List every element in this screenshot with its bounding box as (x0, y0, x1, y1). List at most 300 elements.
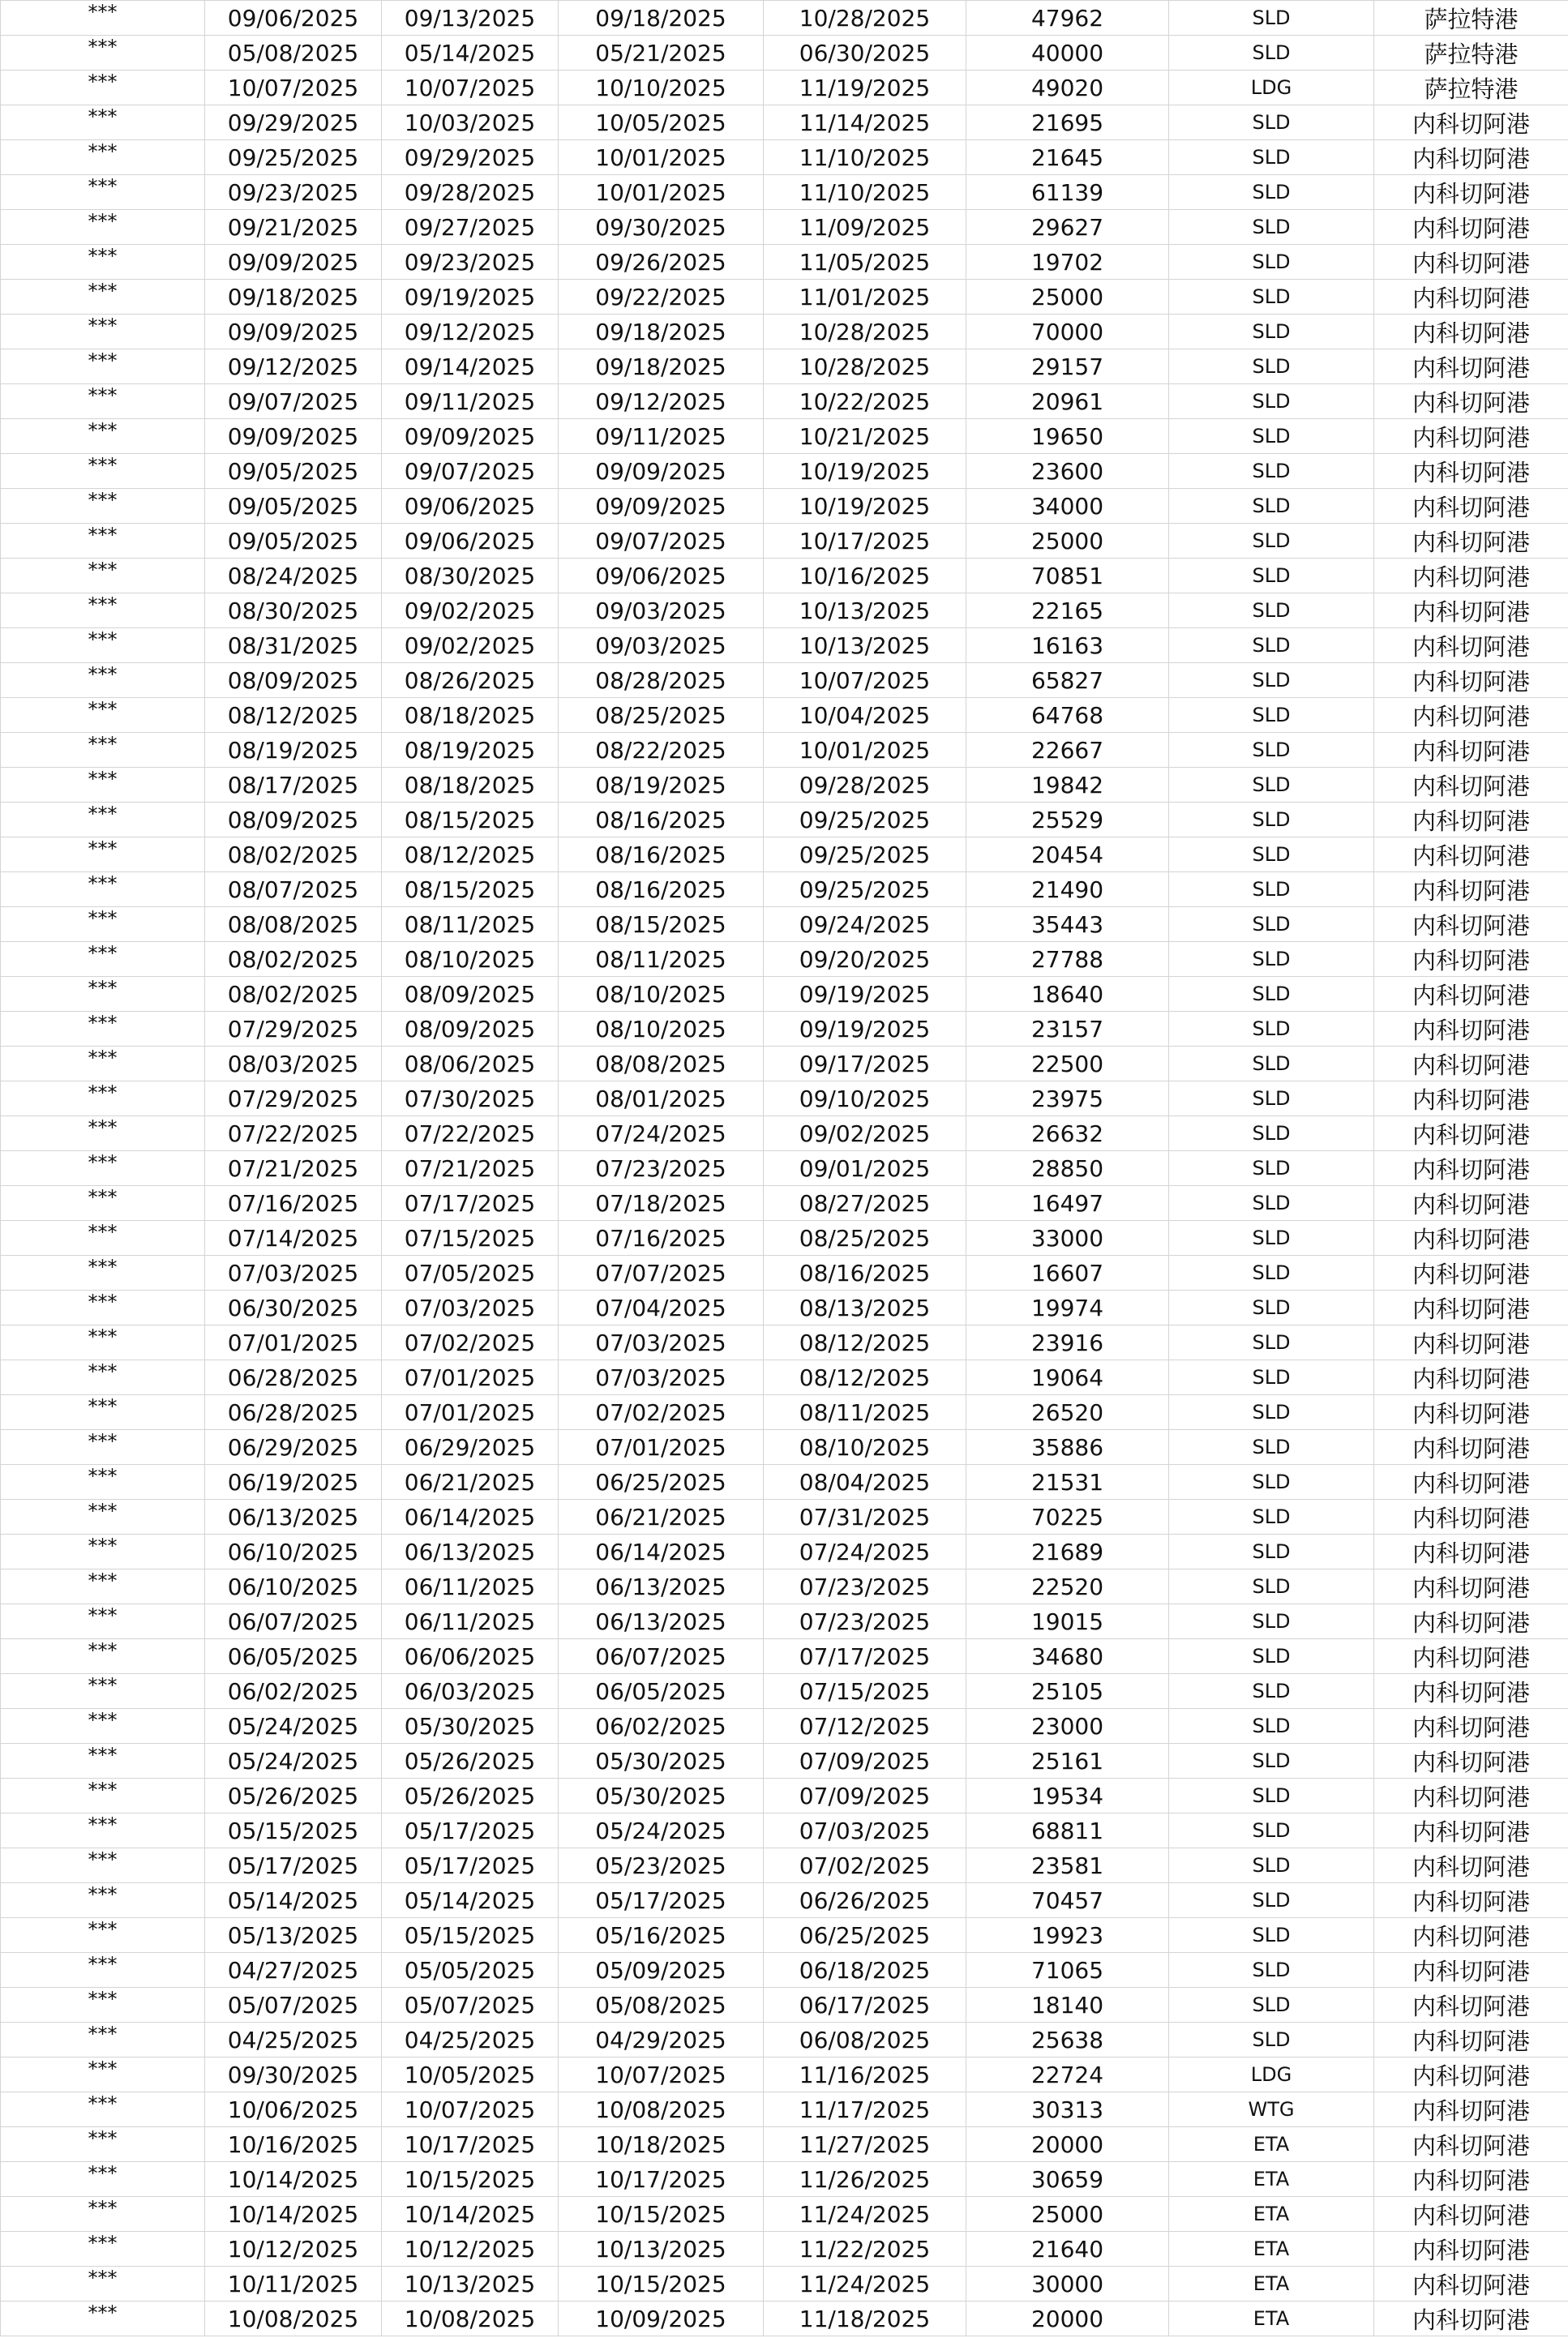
date-cell-2[interactable]: 06/06/2025 (382, 1639, 559, 1674)
status-cell[interactable]: SLD (1169, 140, 1374, 175)
date-cell-1[interactable]: 09/25/2025 (205, 140, 382, 175)
quantity-cell[interactable]: 20000 (966, 2302, 1169, 2336)
date-cell-1[interactable]: 05/14/2025 (205, 1883, 382, 1918)
port-cell[interactable]: 内科切阿港 (1374, 1848, 1568, 1883)
quantity-cell[interactable]: 34680 (966, 1639, 1169, 1674)
quantity-cell[interactable]: 25105 (966, 1674, 1169, 1709)
port-cell[interactable]: 内科切阿港 (1374, 1674, 1568, 1709)
quantity-cell[interactable]: 30313 (966, 2092, 1169, 2127)
port-cell[interactable]: 内科切阿港 (1374, 628, 1568, 663)
date-cell-2[interactable]: 05/14/2025 (382, 1883, 559, 1918)
date-cell-1[interactable]: 06/07/2025 (205, 1604, 382, 1639)
status-cell[interactable]: SLD (1169, 1848, 1374, 1883)
date-cell-4[interactable]: 11/01/2025 (764, 280, 966, 315)
date-cell-3[interactable]: 10/01/2025 (559, 175, 764, 210)
masked-name-cell[interactable]: *** (1, 2302, 205, 2336)
masked-name-cell[interactable]: *** (1, 1500, 205, 1535)
masked-name-cell[interactable]: *** (1, 280, 205, 315)
date-cell-1[interactable]: 09/12/2025 (205, 349, 382, 384)
date-cell-3[interactable]: 07/03/2025 (559, 1360, 764, 1395)
masked-name-cell[interactable]: *** (1, 2162, 205, 2197)
date-cell-4[interactable]: 11/18/2025 (764, 2302, 966, 2336)
date-cell-1[interactable]: 08/24/2025 (205, 559, 382, 593)
quantity-cell[interactable]: 25638 (966, 2023, 1169, 2058)
quantity-cell[interactable]: 22500 (966, 1047, 1169, 1081)
quantity-cell[interactable]: 47962 (966, 1, 1169, 36)
date-cell-4[interactable]: 10/22/2025 (764, 384, 966, 419)
quantity-cell[interactable]: 21689 (966, 1535, 1169, 1569)
masked-name-cell[interactable]: *** (1, 2092, 205, 2127)
date-cell-3[interactable]: 08/10/2025 (559, 977, 764, 1012)
date-cell-4[interactable]: 09/17/2025 (764, 1047, 966, 1081)
port-cell[interactable]: 内科切阿港 (1374, 315, 1568, 349)
date-cell-2[interactable]: 09/29/2025 (382, 140, 559, 175)
date-cell-1[interactable]: 06/05/2025 (205, 1639, 382, 1674)
status-cell[interactable]: SLD (1169, 768, 1374, 803)
date-cell-3[interactable]: 06/21/2025 (559, 1500, 764, 1535)
status-cell[interactable]: SLD (1169, 105, 1374, 140)
date-cell-1[interactable]: 09/09/2025 (205, 419, 382, 454)
status-cell[interactable]: SLD (1169, 1047, 1374, 1081)
port-cell[interactable]: 内科切阿港 (1374, 1500, 1568, 1535)
date-cell-2[interactable]: 05/26/2025 (382, 1744, 559, 1779)
masked-name-cell[interactable]: *** (1, 1604, 205, 1639)
masked-name-cell[interactable]: *** (1, 105, 205, 140)
masked-name-cell[interactable]: *** (1, 1430, 205, 1465)
date-cell-4[interactable]: 06/26/2025 (764, 1883, 966, 1918)
date-cell-2[interactable]: 06/14/2025 (382, 1500, 559, 1535)
status-cell[interactable]: SLD (1169, 1465, 1374, 1500)
port-cell[interactable]: 内科切阿港 (1374, 872, 1568, 907)
date-cell-1[interactable]: 07/03/2025 (205, 1256, 382, 1291)
port-cell[interactable]: 内科切阿港 (1374, 1186, 1568, 1221)
date-cell-3[interactable]: 07/16/2025 (559, 1221, 764, 1256)
masked-name-cell[interactable]: *** (1, 872, 205, 907)
date-cell-1[interactable]: 08/31/2025 (205, 628, 382, 663)
date-cell-2[interactable]: 08/09/2025 (382, 1012, 559, 1047)
date-cell-1[interactable]: 09/05/2025 (205, 489, 382, 524)
status-cell[interactable]: SLD (1169, 280, 1374, 315)
status-cell[interactable]: SLD (1169, 1883, 1374, 1918)
masked-name-cell[interactable]: *** (1, 1291, 205, 1325)
status-cell[interactable]: SLD (1169, 1744, 1374, 1779)
date-cell-1[interactable]: 05/17/2025 (205, 1848, 382, 1883)
status-cell[interactable]: SLD (1169, 1012, 1374, 1047)
status-cell[interactable]: SLD (1169, 315, 1374, 349)
status-cell[interactable]: SLD (1169, 872, 1374, 907)
date-cell-1[interactable]: 05/13/2025 (205, 1918, 382, 1953)
quantity-cell[interactable]: 70457 (966, 1883, 1169, 1918)
date-cell-3[interactable]: 10/18/2025 (559, 2127, 764, 2162)
status-cell[interactable]: SLD (1169, 349, 1374, 384)
date-cell-2[interactable]: 09/02/2025 (382, 628, 559, 663)
date-cell-1[interactable]: 10/08/2025 (205, 2302, 382, 2336)
date-cell-3[interactable]: 10/08/2025 (559, 2092, 764, 2127)
date-cell-4[interactable]: 07/03/2025 (764, 1813, 966, 1848)
date-cell-1[interactable]: 08/07/2025 (205, 872, 382, 907)
date-cell-4[interactable]: 09/25/2025 (764, 803, 966, 837)
date-cell-1[interactable]: 09/29/2025 (205, 105, 382, 140)
status-cell[interactable]: SLD (1169, 1325, 1374, 1360)
date-cell-3[interactable]: 09/30/2025 (559, 210, 764, 245)
status-cell[interactable]: SLD (1169, 1256, 1374, 1291)
status-cell[interactable]: SLD (1169, 698, 1374, 733)
date-cell-4[interactable]: 09/19/2025 (764, 1012, 966, 1047)
masked-name-cell[interactable]: *** (1, 907, 205, 942)
date-cell-2[interactable]: 07/01/2025 (382, 1395, 559, 1430)
masked-name-cell[interactable]: *** (1, 1813, 205, 1848)
date-cell-1[interactable]: 09/18/2025 (205, 280, 382, 315)
date-cell-2[interactable]: 08/12/2025 (382, 837, 559, 872)
quantity-cell[interactable]: 40000 (966, 36, 1169, 71)
status-cell[interactable]: ETA (1169, 2197, 1374, 2232)
date-cell-2[interactable]: 09/12/2025 (382, 315, 559, 349)
date-cell-3[interactable]: 05/21/2025 (559, 36, 764, 71)
date-cell-1[interactable]: 10/14/2025 (205, 2197, 382, 2232)
date-cell-2[interactable]: 10/12/2025 (382, 2232, 559, 2267)
port-cell[interactable]: 萨拉特港 (1374, 1, 1568, 36)
masked-name-cell[interactable]: *** (1, 1395, 205, 1430)
date-cell-2[interactable]: 08/18/2025 (382, 768, 559, 803)
port-cell[interactable]: 内科切阿港 (1374, 1430, 1568, 1465)
port-cell[interactable]: 内科切阿港 (1374, 1813, 1568, 1848)
date-cell-2[interactable]: 06/29/2025 (382, 1430, 559, 1465)
date-cell-3[interactable]: 10/10/2025 (559, 71, 764, 105)
masked-name-cell[interactable]: *** (1, 1535, 205, 1569)
date-cell-2[interactable]: 10/17/2025 (382, 2127, 559, 2162)
port-cell[interactable]: 内科切阿港 (1374, 593, 1568, 628)
status-cell[interactable]: SLD (1169, 175, 1374, 210)
status-cell[interactable]: SLD (1169, 733, 1374, 768)
status-cell[interactable]: SLD (1169, 419, 1374, 454)
date-cell-3[interactable]: 08/10/2025 (559, 1012, 764, 1047)
date-cell-4[interactable]: 09/24/2025 (764, 907, 966, 942)
masked-name-cell[interactable]: *** (1, 2058, 205, 2092)
status-cell[interactable]: SLD (1169, 1116, 1374, 1151)
status-cell[interactable]: SLD (1169, 1813, 1374, 1848)
port-cell[interactable]: 内科切阿港 (1374, 1639, 1568, 1674)
date-cell-4[interactable]: 09/25/2025 (764, 837, 966, 872)
quantity-cell[interactable]: 19842 (966, 768, 1169, 803)
status-cell[interactable]: SLD (1169, 1221, 1374, 1256)
date-cell-1[interactable]: 08/09/2025 (205, 663, 382, 698)
date-cell-2[interactable]: 07/21/2025 (382, 1151, 559, 1186)
status-cell[interactable]: SLD (1169, 210, 1374, 245)
date-cell-3[interactable]: 08/11/2025 (559, 942, 764, 977)
date-cell-1[interactable]: 09/06/2025 (205, 1, 382, 36)
quantity-cell[interactable]: 70225 (966, 1500, 1169, 1535)
port-cell[interactable]: 内科切阿港 (1374, 2232, 1568, 2267)
quantity-cell[interactable]: 23600 (966, 454, 1169, 489)
status-cell[interactable]: SLD (1169, 942, 1374, 977)
date-cell-4[interactable]: 09/19/2025 (764, 977, 966, 1012)
quantity-cell[interactable]: 21645 (966, 140, 1169, 175)
port-cell[interactable]: 内科切阿港 (1374, 175, 1568, 210)
date-cell-2[interactable]: 10/03/2025 (382, 105, 559, 140)
masked-name-cell[interactable]: *** (1, 1081, 205, 1116)
quantity-cell[interactable]: 35886 (966, 1430, 1169, 1465)
date-cell-2[interactable]: 06/11/2025 (382, 1604, 559, 1639)
date-cell-3[interactable]: 10/13/2025 (559, 2232, 764, 2267)
date-cell-3[interactable]: 09/22/2025 (559, 280, 764, 315)
date-cell-2[interactable]: 09/28/2025 (382, 175, 559, 210)
status-cell[interactable]: SLD (1169, 1186, 1374, 1221)
port-cell[interactable]: 内科切阿港 (1374, 1604, 1568, 1639)
masked-name-cell[interactable]: *** (1, 489, 205, 524)
port-cell[interactable]: 内科切阿港 (1374, 977, 1568, 1012)
masked-name-cell[interactable]: *** (1, 768, 205, 803)
status-cell[interactable]: SLD (1169, 1639, 1374, 1674)
date-cell-4[interactable]: 07/09/2025 (764, 1779, 966, 1813)
date-cell-1[interactable]: 07/22/2025 (205, 1116, 382, 1151)
date-cell-4[interactable]: 07/15/2025 (764, 1674, 966, 1709)
date-cell-3[interactable]: 06/13/2025 (559, 1604, 764, 1639)
quantity-cell[interactable]: 26520 (966, 1395, 1169, 1430)
date-cell-2[interactable]: 05/07/2025 (382, 1988, 559, 2023)
quantity-cell[interactable]: 71065 (966, 1953, 1169, 1988)
status-cell[interactable]: SLD (1169, 245, 1374, 280)
port-cell[interactable]: 内科切阿港 (1374, 524, 1568, 559)
quantity-cell[interactable]: 21531 (966, 1465, 1169, 1500)
port-cell[interactable]: 内科切阿港 (1374, 1744, 1568, 1779)
date-cell-2[interactable]: 10/05/2025 (382, 2058, 559, 2092)
date-cell-1[interactable]: 05/15/2025 (205, 1813, 382, 1848)
port-cell[interactable]: 内科切阿港 (1374, 419, 1568, 454)
status-cell[interactable]: ETA (1169, 2267, 1374, 2302)
port-cell[interactable]: 内科切阿港 (1374, 663, 1568, 698)
port-cell[interactable]: 内科切阿港 (1374, 1953, 1568, 1988)
quantity-cell[interactable]: 18140 (966, 1988, 1169, 2023)
date-cell-1[interactable]: 09/23/2025 (205, 175, 382, 210)
status-cell[interactable]: SLD (1169, 1081, 1374, 1116)
masked-name-cell[interactable]: *** (1, 1744, 205, 1779)
port-cell[interactable]: 内科切阿港 (1374, 1395, 1568, 1430)
date-cell-1[interactable]: 09/09/2025 (205, 245, 382, 280)
status-cell[interactable]: SLD (1169, 1395, 1374, 1430)
date-cell-1[interactable]: 08/30/2025 (205, 593, 382, 628)
date-cell-3[interactable]: 08/16/2025 (559, 837, 764, 872)
quantity-cell[interactable]: 49020 (966, 71, 1169, 105)
date-cell-3[interactable]: 06/05/2025 (559, 1674, 764, 1709)
port-cell[interactable]: 内科切阿港 (1374, 210, 1568, 245)
masked-name-cell[interactable]: *** (1, 245, 205, 280)
date-cell-3[interactable]: 08/08/2025 (559, 1047, 764, 1081)
quantity-cell[interactable]: 20000 (966, 2127, 1169, 2162)
date-cell-1[interactable]: 09/07/2025 (205, 384, 382, 419)
port-cell[interactable]: 内科切阿港 (1374, 1535, 1568, 1569)
masked-name-cell[interactable]: *** (1, 140, 205, 175)
date-cell-4[interactable]: 06/08/2025 (764, 2023, 966, 2058)
date-cell-3[interactable]: 10/09/2025 (559, 2302, 764, 2336)
masked-name-cell[interactable]: *** (1, 593, 205, 628)
status-cell[interactable]: ETA (1169, 2232, 1374, 2267)
date-cell-3[interactable]: 09/06/2025 (559, 559, 764, 593)
masked-name-cell[interactable]: *** (1, 1779, 205, 1813)
port-cell[interactable]: 萨拉特港 (1374, 71, 1568, 105)
date-cell-4[interactable]: 10/17/2025 (764, 524, 966, 559)
date-cell-1[interactable]: 05/24/2025 (205, 1709, 382, 1744)
date-cell-3[interactable]: 09/18/2025 (559, 1, 764, 36)
port-cell[interactable]: 内科切阿港 (1374, 1325, 1568, 1360)
date-cell-1[interactable]: 09/05/2025 (205, 524, 382, 559)
date-cell-3[interactable]: 05/30/2025 (559, 1779, 764, 1813)
port-cell[interactable]: 内科切阿港 (1374, 1918, 1568, 1953)
date-cell-4[interactable]: 10/01/2025 (764, 733, 966, 768)
date-cell-1[interactable]: 06/02/2025 (205, 1674, 382, 1709)
date-cell-2[interactable]: 07/17/2025 (382, 1186, 559, 1221)
status-cell[interactable]: WTG (1169, 2092, 1374, 2127)
port-cell[interactable]: 内科切阿港 (1374, 1291, 1568, 1325)
quantity-cell[interactable]: 22520 (966, 1569, 1169, 1604)
date-cell-1[interactable]: 07/29/2025 (205, 1081, 382, 1116)
masked-name-cell[interactable]: *** (1, 2232, 205, 2267)
date-cell-1[interactable]: 09/05/2025 (205, 454, 382, 489)
date-cell-2[interactable]: 08/06/2025 (382, 1047, 559, 1081)
date-cell-2[interactable]: 08/26/2025 (382, 663, 559, 698)
masked-name-cell[interactable]: *** (1, 2127, 205, 2162)
masked-name-cell[interactable]: *** (1, 1988, 205, 2023)
date-cell-4[interactable]: 06/17/2025 (764, 1988, 966, 2023)
date-cell-2[interactable]: 05/15/2025 (382, 1918, 559, 1953)
date-cell-3[interactable]: 07/24/2025 (559, 1116, 764, 1151)
quantity-cell[interactable]: 26632 (966, 1116, 1169, 1151)
quantity-cell[interactable]: 28850 (966, 1151, 1169, 1186)
quantity-cell[interactable]: 70000 (966, 315, 1169, 349)
date-cell-3[interactable]: 07/01/2025 (559, 1430, 764, 1465)
port-cell[interactable]: 内科切阿港 (1374, 942, 1568, 977)
date-cell-2[interactable]: 09/02/2025 (382, 593, 559, 628)
port-cell[interactable]: 内科切阿港 (1374, 1883, 1568, 1918)
date-cell-4[interactable]: 11/22/2025 (764, 2232, 966, 2267)
date-cell-4[interactable]: 08/25/2025 (764, 1221, 966, 1256)
status-cell[interactable]: SLD (1169, 1709, 1374, 1744)
date-cell-3[interactable]: 09/09/2025 (559, 454, 764, 489)
date-cell-1[interactable]: 06/10/2025 (205, 1569, 382, 1604)
status-cell[interactable]: SLD (1169, 384, 1374, 419)
date-cell-3[interactable]: 08/15/2025 (559, 907, 764, 942)
date-cell-3[interactable]: 08/19/2025 (559, 768, 764, 803)
quantity-cell[interactable]: 23000 (966, 1709, 1169, 1744)
quantity-cell[interactable]: 70851 (966, 559, 1169, 593)
quantity-cell[interactable]: 68811 (966, 1813, 1169, 1848)
date-cell-3[interactable]: 10/17/2025 (559, 2162, 764, 2197)
date-cell-4[interactable]: 08/16/2025 (764, 1256, 966, 1291)
date-cell-1[interactable]: 10/11/2025 (205, 2267, 382, 2302)
masked-name-cell[interactable]: *** (1, 524, 205, 559)
date-cell-4[interactable]: 06/30/2025 (764, 36, 966, 71)
date-cell-3[interactable]: 05/08/2025 (559, 1988, 764, 2023)
date-cell-2[interactable]: 07/15/2025 (382, 1221, 559, 1256)
port-cell[interactable]: 内科切阿港 (1374, 349, 1568, 384)
quantity-cell[interactable]: 21695 (966, 105, 1169, 140)
date-cell-1[interactable]: 06/19/2025 (205, 1465, 382, 1500)
date-cell-4[interactable]: 08/13/2025 (764, 1291, 966, 1325)
date-cell-2[interactable]: 06/13/2025 (382, 1535, 559, 1569)
status-cell[interactable]: SLD (1169, 1953, 1374, 1988)
port-cell[interactable]: 内科切阿港 (1374, 1081, 1568, 1116)
masked-name-cell[interactable]: *** (1, 1221, 205, 1256)
status-cell[interactable]: SLD (1169, 628, 1374, 663)
date-cell-3[interactable]: 09/07/2025 (559, 524, 764, 559)
port-cell[interactable]: 内科切阿港 (1374, 1779, 1568, 1813)
status-cell[interactable]: SLD (1169, 524, 1374, 559)
date-cell-1[interactable]: 06/13/2025 (205, 1500, 382, 1535)
quantity-cell[interactable]: 21640 (966, 2232, 1169, 2267)
status-cell[interactable]: SLD (1169, 907, 1374, 942)
date-cell-2[interactable]: 09/23/2025 (382, 245, 559, 280)
date-cell-3[interactable]: 07/04/2025 (559, 1291, 764, 1325)
date-cell-3[interactable]: 09/26/2025 (559, 245, 764, 280)
date-cell-4[interactable]: 11/09/2025 (764, 210, 966, 245)
date-cell-2[interactable]: 08/09/2025 (382, 977, 559, 1012)
port-cell[interactable]: 内科切阿港 (1374, 2023, 1568, 2058)
date-cell-2[interactable]: 08/18/2025 (382, 698, 559, 733)
quantity-cell[interactable]: 22724 (966, 2058, 1169, 2092)
date-cell-2[interactable]: 09/06/2025 (382, 489, 559, 524)
date-cell-3[interactable]: 09/18/2025 (559, 315, 764, 349)
date-cell-1[interactable]: 08/09/2025 (205, 803, 382, 837)
date-cell-3[interactable]: 09/03/2025 (559, 593, 764, 628)
masked-name-cell[interactable]: *** (1, 1709, 205, 1744)
quantity-cell[interactable]: 16163 (966, 628, 1169, 663)
date-cell-4[interactable]: 10/13/2025 (764, 593, 966, 628)
masked-name-cell[interactable]: *** (1, 1674, 205, 1709)
date-cell-1[interactable]: 04/25/2025 (205, 2023, 382, 2058)
date-cell-4[interactable]: 07/12/2025 (764, 1709, 966, 1744)
port-cell[interactable]: 内科切阿港 (1374, 803, 1568, 837)
date-cell-4[interactable]: 08/11/2025 (764, 1395, 966, 1430)
masked-name-cell[interactable]: *** (1, 1465, 205, 1500)
date-cell-2[interactable]: 08/10/2025 (382, 942, 559, 977)
date-cell-4[interactable]: 10/04/2025 (764, 698, 966, 733)
date-cell-4[interactable]: 11/24/2025 (764, 2267, 966, 2302)
date-cell-4[interactable]: 07/24/2025 (764, 1535, 966, 1569)
date-cell-3[interactable]: 08/28/2025 (559, 663, 764, 698)
port-cell[interactable]: 内科切阿港 (1374, 245, 1568, 280)
date-cell-3[interactable]: 06/14/2025 (559, 1535, 764, 1569)
date-cell-2[interactable]: 09/14/2025 (382, 349, 559, 384)
date-cell-4[interactable]: 11/10/2025 (764, 175, 966, 210)
date-cell-3[interactable]: 08/16/2025 (559, 803, 764, 837)
quantity-cell[interactable]: 23975 (966, 1081, 1169, 1116)
port-cell[interactable]: 内科切阿港 (1374, 1988, 1568, 2023)
date-cell-4[interactable]: 10/16/2025 (764, 559, 966, 593)
date-cell-3[interactable]: 08/01/2025 (559, 1081, 764, 1116)
date-cell-2[interactable]: 09/06/2025 (382, 524, 559, 559)
quantity-cell[interactable]: 35443 (966, 907, 1169, 942)
date-cell-2[interactable]: 05/17/2025 (382, 1848, 559, 1883)
date-cell-3[interactable]: 04/29/2025 (559, 2023, 764, 2058)
date-cell-1[interactable]: 05/08/2025 (205, 36, 382, 71)
date-cell-4[interactable]: 09/10/2025 (764, 1081, 966, 1116)
masked-name-cell[interactable]: *** (1, 1569, 205, 1604)
masked-name-cell[interactable]: *** (1, 942, 205, 977)
status-cell[interactable]: SLD (1169, 559, 1374, 593)
port-cell[interactable]: 内科切阿港 (1374, 2058, 1568, 2092)
status-cell[interactable]: ETA (1169, 2127, 1374, 2162)
status-cell[interactable]: SLD (1169, 1500, 1374, 1535)
masked-name-cell[interactable]: *** (1, 1116, 205, 1151)
quantity-cell[interactable]: 30000 (966, 2267, 1169, 2302)
date-cell-4[interactable]: 10/13/2025 (764, 628, 966, 663)
masked-name-cell[interactable]: *** (1, 1639, 205, 1674)
quantity-cell[interactable]: 29157 (966, 349, 1169, 384)
quantity-cell[interactable]: 19974 (966, 1291, 1169, 1325)
port-cell[interactable]: 内科切阿港 (1374, 1256, 1568, 1291)
date-cell-4[interactable]: 11/16/2025 (764, 2058, 966, 2092)
date-cell-4[interactable]: 11/27/2025 (764, 2127, 966, 2162)
port-cell[interactable]: 内科切阿港 (1374, 280, 1568, 315)
